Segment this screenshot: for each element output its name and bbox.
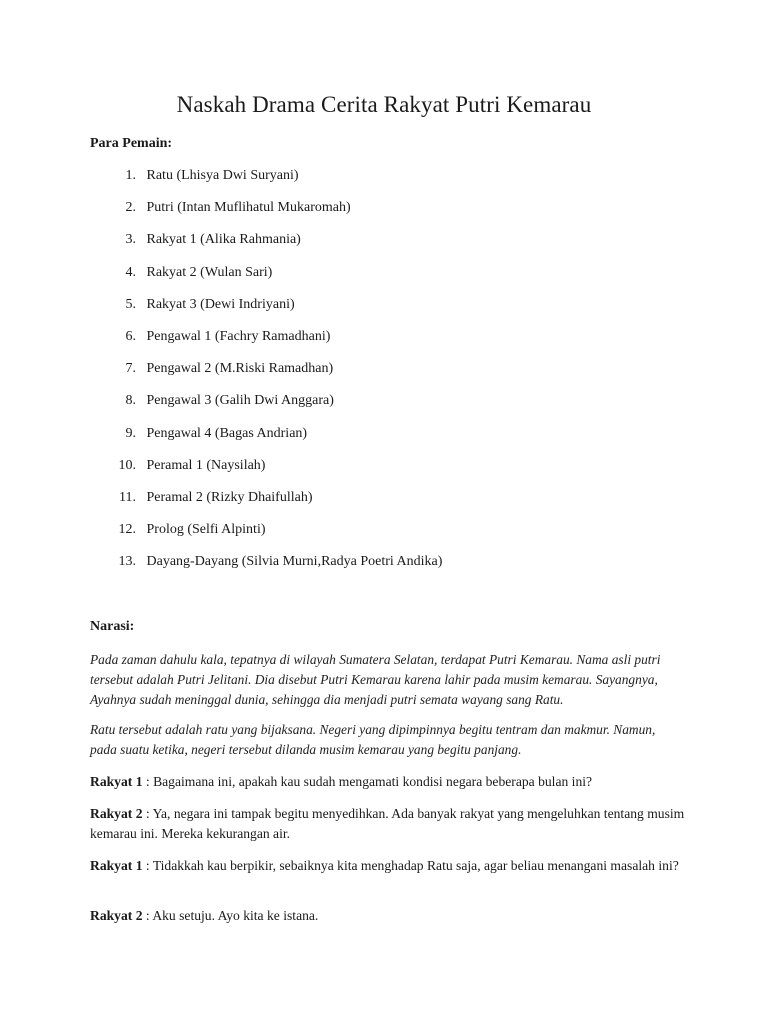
cast-item	[90, 522, 442, 554]
cast-number: 9.	[125, 425, 136, 441]
cast-heading: Para Pemain:	[90, 136, 173, 151]
cast-item	[90, 297, 442, 329]
cast-text: Ratu (Lhisya Dwi Suryani)	[146, 168, 299, 183]
cast-text: Pengawal 3 (Galih Dwi Anggara)	[146, 393, 334, 409]
cast-item	[90, 554, 442, 586]
cast-text: Putri (Intan Muflihatul Mukaromah)	[146, 200, 351, 216]
cast-text: Prolog (Selfi Alpinti)	[146, 522, 266, 538]
cast-text: Rakyat 1 (Alika Rahmania)	[146, 232, 301, 248]
document-title: Naskah Drama Cerita Rakyat Putri Kemarau	[176, 92, 592, 117]
cast-item	[90, 329, 442, 361]
cast-number: 5.	[125, 296, 136, 312]
cast-text: Pengawal 4 (Bagas Andrian)	[146, 425, 308, 441]
cast-number: 6.	[125, 328, 136, 344]
cast-list	[90, 168, 442, 586]
cast-number: 11.	[119, 489, 136, 505]
cast-number: 10.	[118, 457, 136, 473]
narration-paragraph: Ratu tersebut adalah ratu yang bijaksana. Negeri yang dipimpinnya begitu tentram dan makmur. Namun, pada suatu ketika, negeri tersebut dilanda musim kemarau yang begitu panjang.	[90, 722, 656, 757]
cast-number: 1.	[125, 168, 136, 183]
speaker-name: Rakyat 1	[90, 858, 143, 873]
cast-number: 3.	[125, 232, 136, 248]
cast-text: Pengawal 2 (M.Riski Ramadhan)	[146, 361, 334, 377]
dialogue-line	[90, 772, 690, 792]
cast-text: Rakyat 2 (Wulan Sari)	[146, 264, 273, 280]
cast-item	[90, 265, 442, 297]
dialogue-line	[90, 906, 690, 926]
cast-item	[90, 361, 442, 393]
cast-number: 4.	[125, 264, 136, 280]
cast-number: 7.	[125, 361, 136, 377]
narration-heading: Narasi:	[90, 619, 135, 634]
cast-item	[90, 200, 442, 232]
speaker-name: Rakyat 2	[90, 908, 143, 923]
dialogue-text: : Ya, negara ini tampak begitu menyedihkan. Ada banyak rakyat yang mengeluhkan tentang musim kemarau ini. Mereka kekurangan air.	[90, 806, 685, 841]
dialogue-text: : Tidakkah kau berpikir, sebaiknya kita menghadap Ratu saja, agar beliau menangani masalah ini?	[142, 858, 679, 873]
cast-number: 13.	[118, 554, 136, 570]
cast-item	[90, 232, 442, 264]
cast-number: 8.	[125, 393, 136, 409]
dialogue-line	[90, 804, 690, 844]
cast-text: Pengawal 1 (Fachry Ramadhani)	[146, 328, 331, 344]
cast-text: Peramal 2 (Rizky Dhaifullah)	[146, 489, 313, 505]
dialogue-line	[90, 856, 690, 876]
cast-item	[90, 458, 442, 490]
cast-text: Peramal 1 (Naysilah)	[146, 457, 266, 473]
cast-text: Dayang-Dayang (Silvia Murni,Radya Poetri Andika)	[146, 554, 443, 570]
cast-number: 2.	[125, 200, 136, 216]
dialogue-text: : Bagaimana ini, apakah kau sudah mengamati kondisi negara beberapa bulan ini?	[142, 774, 593, 789]
cast-item	[90, 426, 442, 458]
speaker-name: Rakyat 2	[90, 806, 143, 821]
cast-item	[90, 393, 442, 425]
cast-item	[90, 490, 442, 522]
cast-number: 12.	[118, 522, 136, 538]
cast-item	[90, 168, 442, 200]
speaker-name: Rakyat 1	[90, 774, 143, 789]
dialogue-text: : Aku setuju. Ayo kita ke istana.	[142, 908, 319, 923]
cast-text: Rakyat 3 (Dewi Indriyani)	[146, 296, 295, 312]
narration-paragraph: Pada zaman dahulu kala, tepatnya di wilayah Sumatera Selatan, terdapat Putri Kemarau. Nama asli putri tersebut adalah Putri Jelitani. Dia disebut Putri Kemarau karena lahir pada musim kemarau. Sayangnya, Ayahnya sudah meninggal dunia, sehingga dia menjadi putri semata wayang sang Ratu.	[90, 652, 661, 707]
